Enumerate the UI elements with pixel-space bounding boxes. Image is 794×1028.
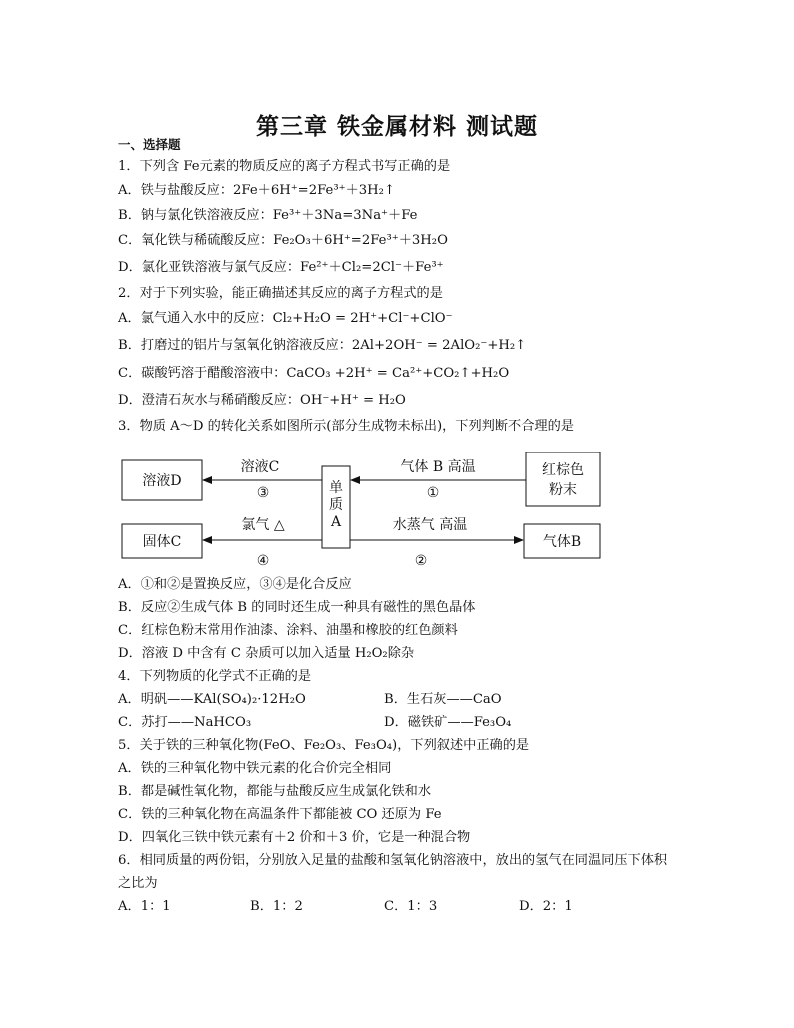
q1-option-c: C．氧化铁与稀硫酸反应：Fe₂O₃＋6H⁺=2Fe³⁺＋3H₂O <box>118 233 448 248</box>
conversion-diagram <box>118 452 608 574</box>
box-element-a-line2: 质 <box>329 497 343 513</box>
q2-option-a: A．氯气通入水中的反应：Cl₂+H₂O = 2H⁺+Cl⁻+ClO⁻ <box>118 311 453 326</box>
q3-option-d: D．溶液 D 中含有 C 杂质可以加入适量 H₂O₂除杂 <box>118 646 415 661</box>
q4-stem: 4．下列物质的化学式不正确的是 <box>118 669 312 684</box>
box-red-brown-powder-line2: 粉末 <box>549 482 577 498</box>
q5-option-c: C．铁的三种氧化物在高温条件下都能被 CO 还原为 Fe <box>118 807 442 822</box>
box-solution-d-label: 溶液D <box>142 473 182 489</box>
q6-option-d: D．2：1 <box>519 899 573 914</box>
q3-stem: 3．物质 A～D 的转化关系如图所示(部分生成物未标出)，下列判断不合理的是 <box>118 419 574 434</box>
q4-option-d: D．磁铁矿——Fe₃O₄ <box>384 715 512 730</box>
box-gas-b-label: 气体B <box>542 534 582 550</box>
arrow-4-label: 氯气 △ <box>241 517 285 533</box>
page-title: 第三章 铁金属材料 测试题 <box>255 114 538 140</box>
q4-option-c: C．苏打——NaHCO₃ <box>118 715 252 730</box>
arrow-2-number: ② <box>414 553 428 569</box>
q6-stem-line2: 之比为 <box>118 876 158 891</box>
box-element-a-line3: A <box>330 514 342 530</box>
q1-option-a: A．铁与盐酸反应：2Fe＋6H⁺=2Fe³⁺＋3H₂↑ <box>118 183 396 198</box>
q6-stem-line1: 6．相同质量的两份铝，分别放入足量的盐酸和氢氧化钠溶液中，放出的氢气在同温同压下体积 <box>118 853 668 868</box>
q5-option-d: D．四氧化三铁中铁元素有＋2 价和＋3 价，它是一种混合物 <box>118 830 471 845</box>
arrow-2-label: 水蒸气 高温 <box>392 517 468 533</box>
box-red-brown-powder-line1: 红棕色 <box>542 462 584 478</box>
q2-option-b: B．打磨过的铝片与氢氧化钠溶液反应：2Al+2OH⁻ = 2AlO₂⁻+H₂↑ <box>118 338 527 353</box>
q5-option-a: A．铁的三种氧化物中铁元素的化合价完全相同 <box>118 761 392 776</box>
q2-option-d: D．澄清石灰水与稀硝酸反应：OH⁻+H⁺ = H₂O <box>118 393 406 408</box>
q4-option-a: A．明矾——KAl(SO₄)₂·12H₂O <box>118 692 306 707</box>
arrow-3-number: ③ <box>256 485 270 501</box>
box-solid-c-label: 固体C <box>142 534 182 550</box>
arrow-3-label: 溶液C <box>240 459 280 475</box>
q6-option-a: A．1：1 <box>118 899 171 914</box>
q5-option-b: B．都是碱性氧化物，都能与盐酸反应生成氯化铁和水 <box>118 784 432 799</box>
box-element-a-line1: 单 <box>329 480 343 496</box>
q2-stem: 2．对于下列实验，能正确描述其反应的离子方程式的是 <box>118 286 443 301</box>
q3-option-c: C．红棕色粉末常用作油漆、涂料、油墨和橡胶的红色颜料 <box>118 623 458 638</box>
q3-option-b: B．反应②生成气体 B 的同时还生成一种具有磁性的黑色晶体 <box>118 600 476 615</box>
q3-option-a: A．①和②是置换反应，③④是化合反应 <box>118 577 352 592</box>
q1-option-d: D．氯化亚铁溶液与氯气反应：Fe²⁺＋Cl₂=2Cl⁻＋Fe³⁺ <box>118 260 444 275</box>
q1-option-b: B．钠与氯化铁溶液反应：Fe³⁺＋3Na=3Na⁺＋Fe <box>118 208 418 223</box>
arrow-1-label: 气体 B 高温 <box>400 459 476 475</box>
q4-option-b: B．生石灰——CaO <box>384 692 502 707</box>
q2-option-c: C．碳酸钙溶于醋酸溶液中：CaCO₃ +2H⁺ = Ca²⁺+CO₂↑+H₂O <box>118 366 510 381</box>
section-heading: 一、选择题 <box>118 137 181 152</box>
q5-stem: 5．关于铁的三种氧化物(FeO、Fe₂O₃、Fe₃O₄)，下列叙述中正确的是 <box>118 738 530 753</box>
arrow-4-number: ④ <box>256 553 270 569</box>
q6-option-b: B．1：2 <box>250 899 303 914</box>
q6-option-c: C．1：3 <box>384 899 438 914</box>
q1-stem: 1．下列含 Fe元素的物质反应的离子方程式书写正确的是 <box>118 159 451 174</box>
arrow-1-number: ① <box>426 485 440 501</box>
